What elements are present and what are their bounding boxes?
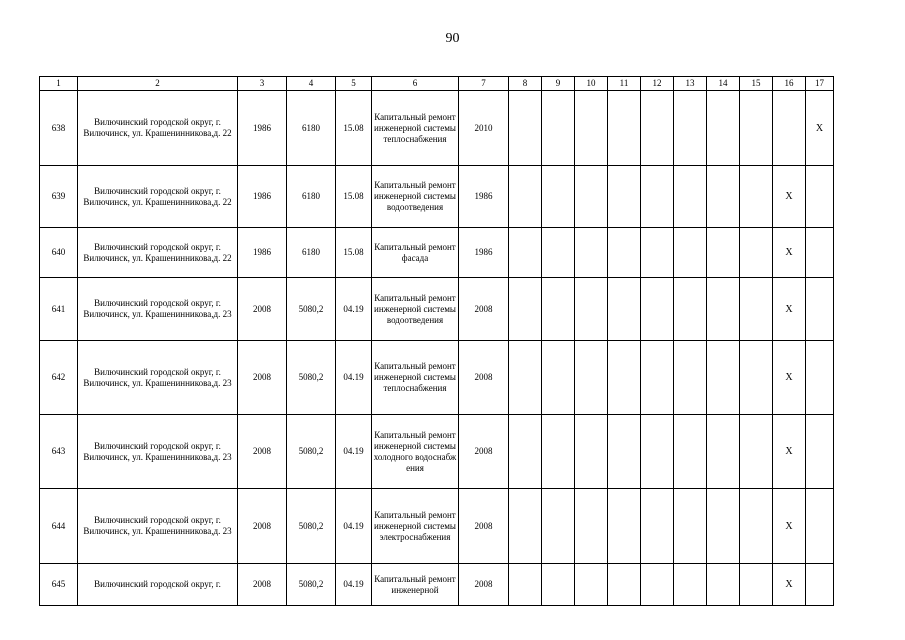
row-mark-17 [806,228,834,278]
row-work-year: 2008 [459,341,509,415]
table-row [40,415,834,489]
row-mark-16: X [773,228,806,278]
row-work-year: 2008 [459,278,509,341]
column-header: 17 [806,77,834,91]
row-work-year: 2008 [459,415,509,489]
row-mark-17 [806,341,834,415]
row-address: Вилючинский городской округ, г. Вилючинск, ул. Крашенинникова,д. 22 [78,166,238,228]
row-code: 04.19 [336,489,372,564]
row-mark-17: X [806,91,834,166]
table-row [40,341,834,415]
row-address: Вилючинский городской округ, г. Вилючинск, ул. Крашенинникова,д. 22 [78,228,238,278]
column-header: 11 [608,77,641,91]
page-number: 90 [445,31,460,46]
row-mark-16: X [773,489,806,564]
row-address: Вилючинский городской округ, г. Вилючинск, ул. Крашенинникова,д. 23 [78,489,238,564]
row-number: 643 [40,415,78,489]
column-header: 1 [40,77,78,91]
table-row [40,564,834,606]
row-work-type: Капитальный ремонт инженерной [372,564,459,606]
column-header: 5 [336,77,372,91]
column-header: 12 [641,77,674,91]
row-area: 5080,2 [287,341,336,415]
row-number: 644 [40,489,78,564]
row-year-built: 2008 [238,278,287,341]
row-work-type: Капитальный ремонт инженерной системы электроснабжения [372,489,459,564]
table-row [40,166,834,228]
column-header: 8 [509,77,542,91]
row-address: Вилючинский городской округ, г. Вилючинск, ул. Крашенинникова,д. 23 [78,341,238,415]
row-work-type: Капитальный ремонт инженерной системы водоотведения [372,278,459,341]
row-address: Вилючинский городской округ, г. [78,564,238,606]
row-area: 5080,2 [287,415,336,489]
row-number: 645 [40,564,78,606]
row-work-year: 1986 [459,166,509,228]
repair-schedule-table [39,76,834,606]
row-mark-16 [773,91,806,166]
row-mark-17 [806,415,834,489]
row-mark-16: X [773,341,806,415]
table-row [40,489,834,564]
row-work-type: Капитальный ремонт инженерной системы водоотведения [372,166,459,228]
row-address: Вилючинский городской округ, г. Вилючинск, ул. Крашенинникова,д. 22 [78,91,238,166]
row-area: 5080,2 [287,564,336,606]
column-header: 10 [575,77,608,91]
row-code: 04.19 [336,564,372,606]
row-number: 642 [40,341,78,415]
column-header: 6 [372,77,459,91]
row-number: 639 [40,166,78,228]
row-area: 6180 [287,166,336,228]
column-header: 15 [740,77,773,91]
column-header: 4 [287,77,336,91]
row-address: Вилючинский городской округ, г. Вилючинск, ул. Крашенинникова,д. 23 [78,278,238,341]
column-number-row [40,77,834,91]
table-row [40,278,834,341]
row-mark-16: X [773,415,806,489]
row-mark-17 [806,489,834,564]
row-work-year: 2008 [459,564,509,606]
row-year-built: 1986 [238,91,287,166]
row-address: Вилючинский городской округ, г. Вилючинск, ул. Крашенинникова,д. 23 [78,415,238,489]
row-number: 638 [40,91,78,166]
row-year-built: 1986 [238,228,287,278]
row-work-year: 2008 [459,489,509,564]
row-number: 641 [40,278,78,341]
row-year-built: 2008 [238,341,287,415]
row-work-type: Капитальный ремонт фасада [372,228,459,278]
row-work-type: Капитальный ремонт инженерной системы теплоснабжения [372,341,459,415]
row-year-built: 2008 [238,489,287,564]
row-code: 15.08 [336,166,372,228]
column-header: 2 [78,77,238,91]
row-year-built: 2008 [238,415,287,489]
column-header: 7 [459,77,509,91]
column-header: 3 [238,77,287,91]
row-area: 5080,2 [287,278,336,341]
row-mark-16: X [773,564,806,606]
table-row [40,91,834,166]
column-header: 14 [707,77,740,91]
row-year-built: 1986 [238,166,287,228]
row-mark-17 [806,278,834,341]
row-area: 6180 [287,228,336,278]
row-code: 04.19 [336,341,372,415]
row-number: 640 [40,228,78,278]
row-code: 04.19 [336,415,372,489]
row-area: 6180 [287,91,336,166]
row-code: 15.08 [336,228,372,278]
row-work-year: 1986 [459,228,509,278]
row-area: 5080,2 [287,489,336,564]
row-code: 04.19 [336,278,372,341]
row-work-type: Капитальный ремонт инженерной системы теплоснабжения [372,91,459,166]
row-mark-17 [806,564,834,606]
table-row [40,228,834,278]
row-mark-16: X [773,278,806,341]
row-work-year: 2010 [459,91,509,166]
row-work-type: Капитальный ремонт инженерной системы холодного водоснабжения [372,415,459,489]
row-year-built: 2008 [238,564,287,606]
row-mark-16: X [773,166,806,228]
row-mark-17 [806,166,834,228]
row-code: 15.08 [336,91,372,166]
column-header: 16 [773,77,806,91]
column-header: 9 [542,77,575,91]
column-header: 13 [674,77,707,91]
